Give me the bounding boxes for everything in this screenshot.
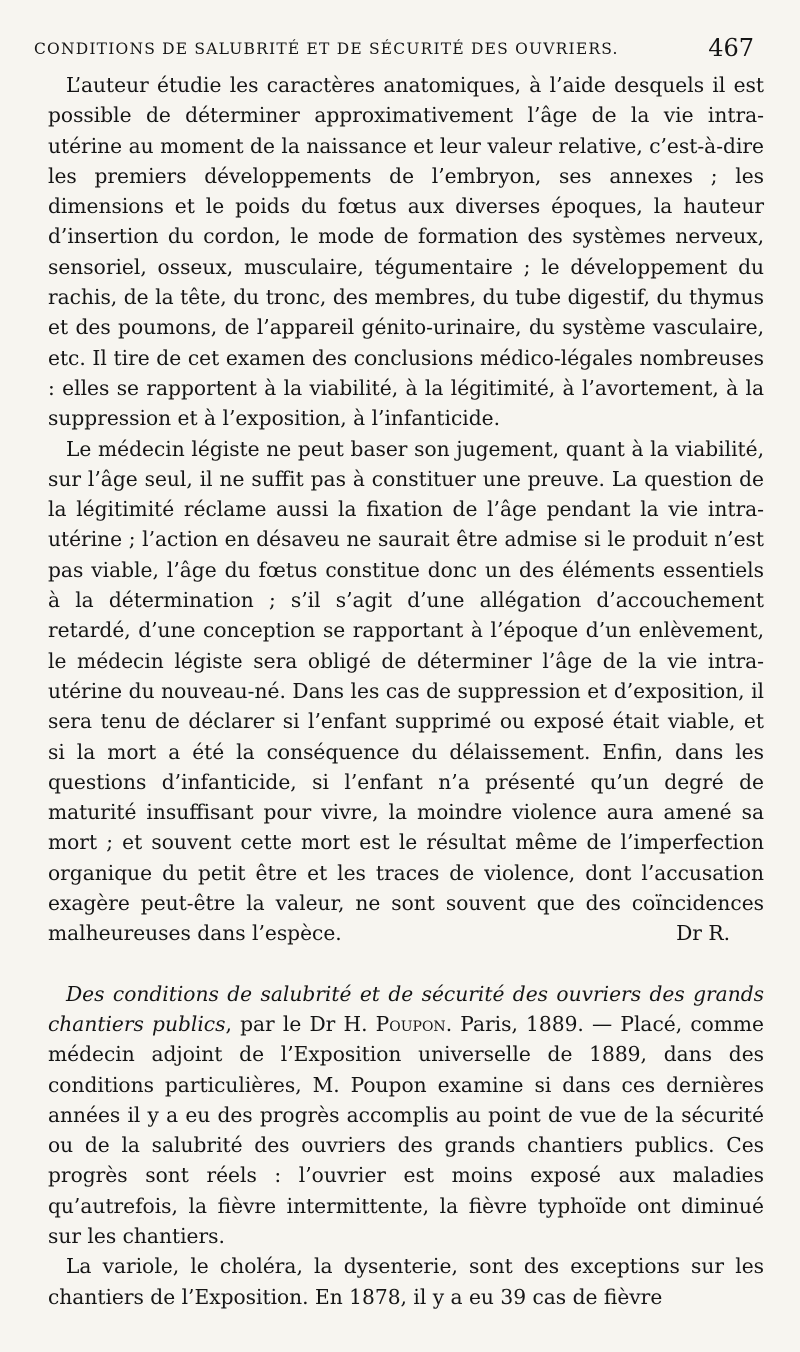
review-book-title: Des conditions de salubrité et de sécurité des ouvriers des grands chantiers publics	[48, 981, 764, 1036]
review-paragraph-1	[48, 979, 764, 1252]
main-text-column	[48, 70, 764, 1312]
article-paragraph-2	[48, 434, 764, 949]
review-paragraph-2: La variole, le choléra, la dysenterie, sont des exceptions sur les chantiers de l’Exposition. En 1878, il y a eu 39 cas de fièvre	[48, 1254, 764, 1309]
review-author-prefix: , par le Dr H.	[225, 1011, 376, 1036]
review-paragraph-1-body: . Paris, 1889. — Placé, comme médecin adjoint de l’Exposition universelle de 1889, dans des conditions particulières, M. Poupon examine si dans ces dernières années il y a eu des progrès accomplis au point de vue de la sécurité ou de la salubrité des ouvriers des grands chantiers publics. Ces progrès sont réels : l’ouvrier est moins exposé aux maladies qu’autrefois, la fièvre intermittente, la fièvre typhoïde ont diminué sur les chantiers.	[48, 1011, 765, 1248]
page-number: 467	[708, 34, 754, 62]
running-header	[34, 34, 754, 68]
author-signature: Dr R.	[676, 921, 730, 946]
review-author-name: Poupon	[375, 1011, 446, 1036]
article-paragraph-1: L’auteur étudie les caractères anatomiques, à l’aide desquels il est possible de déterminer approximativement l’âge de la vie intra-utérine au moment de la naissance et leur valeur relative, c’est-à-dire les premiers développements de l’embryon, ses annexes ; les dimensions et le poids du fœtus aux diverses époques, la hauteur d’insertion du cordon, le mode de formation des systèmes nerveux, sensoriel, osseux, musculaire, tégumentaire ; le développement du rachis, de la tête, du tronc, des membres, du tube digestif, du thymus et des poumons, de l’appareil génito-urinaire, du système vasculaire, etc. Il tire de cet examen des conclusions médico-légales nombreuses : elles se rapportent à la viabilité, à la légitimité, à l’avortement, à la suppression et à l’exposition, à l’infanticide.	[48, 73, 764, 431]
running-title: CONDITIONS DE SALUBRITÉ ET DE SÉCURITÉ DES OUVRIERS.	[34, 40, 619, 58]
article-paragraph-2-text: Le médecin légiste ne peut baser son jugement, quant à la viabilité, sur l’âge seul, il ne suffit pas à constituer une preuve. La question de la légitimité réclame aussi la fixation de l’âge pendant la vie intra-utérine ; l’action en désaveu ne saurait être admise si le produit n’est pas viable, l’âge du fœtus constitue donc un des éléments essentiels à la détermination ; s’il s’agit d’une allégation d’accouchement retardé, d’une conception se rapportant à l’époque d’un enlèvement, le médecin légiste sera obligé de déterminer l’âge de la vie intra-utérine du nouveau-né. Dans les cas de suppression et d’exposition, il sera tenu de déclarer si l’enfant supprimé ou exposé était viable, et si la mort a été la conséquence du délaissement. Enfin, dans les questions d’infanticide, si l’enfant n’a présenté qu’un degré de maturité insuffisant pour vivre, la moindre violence aura amené sa mort ; et souvent cette mort est le résultat même de l’imperfection organique du petit être et les traces de violence, dont l’accusation exagère peut-être la valeur, ne sont souvent que des coïncidences malheureuses dans l’espèce.	[48, 436, 764, 946]
